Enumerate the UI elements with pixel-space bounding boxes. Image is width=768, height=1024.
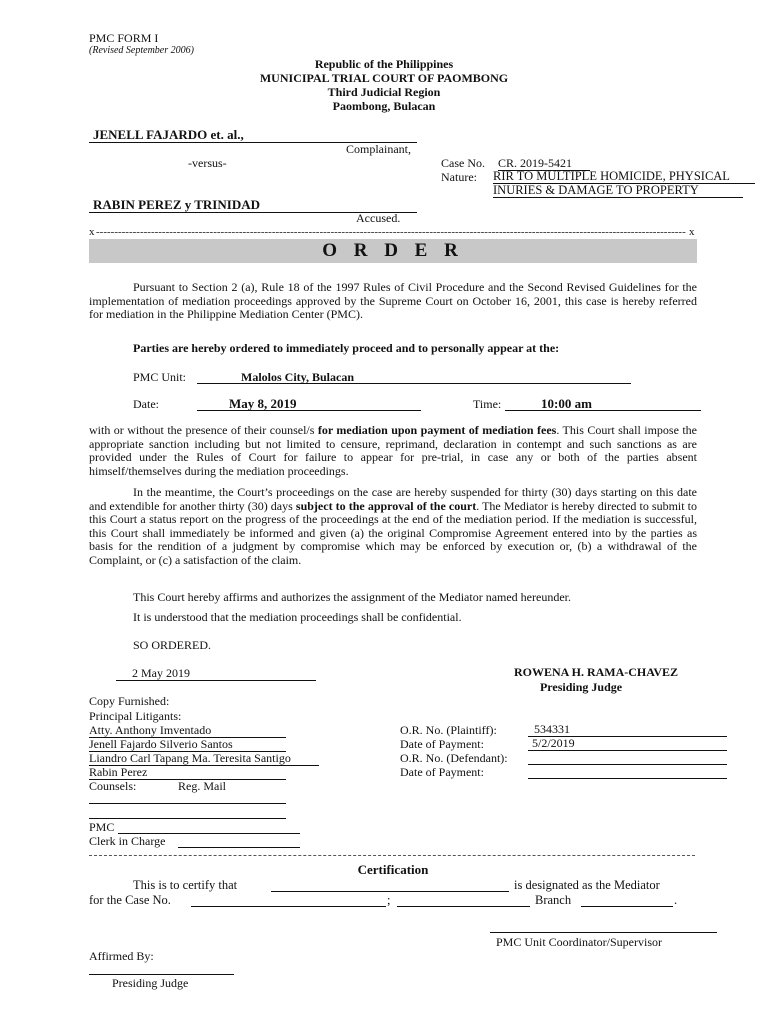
coordinator-title: PMC Unit Coordinator/Supervisor — [496, 935, 663, 949]
counsels-label: Counsels: — [89, 779, 137, 793]
form-id: PMC FORM I — [89, 31, 159, 45]
branch-field — [581, 894, 673, 907]
order-date: 2 May 2019 — [116, 666, 316, 681]
judicial-region: Third Judicial Region — [327, 85, 441, 99]
counsel-line-2 — [89, 806, 286, 819]
date-payment2-field — [528, 765, 727, 779]
date-label: Date: — [133, 397, 159, 411]
certification-title: Certification — [357, 862, 429, 877]
or-plaintiff-label: O.R. No. (Plaintiff): — [400, 723, 497, 737]
nature-label: Nature: — [441, 170, 477, 184]
order-title: O R D E R — [322, 240, 464, 261]
case-no-field — [191, 894, 386, 907]
case-no-label: Case No. — [441, 156, 485, 170]
branch-period: . — [674, 893, 678, 907]
certification-separator — [89, 855, 695, 856]
complainant-name: JENELL FAJARDO et. al., — [89, 127, 417, 143]
certify-line-1-b: is designated as the Mediator — [514, 878, 660, 892]
nature-line-2: INURIES & DAMAGE TO PROPERTY — [493, 183, 743, 198]
affirming-judge-title: Presiding Judge — [112, 976, 189, 990]
so-ordered: SO ORDERED. — [133, 638, 212, 652]
coordinator-signature-line — [490, 922, 717, 933]
date-payment-label: Date of Payment: — [400, 737, 484, 751]
or-defendant-field — [528, 751, 727, 765]
clerk-label: Clerk in Charge — [89, 834, 166, 848]
form-revision: (Revised September 2006) — [89, 45, 194, 56]
date-value: May 8, 2019 — [229, 396, 297, 411]
affirmed-by-label: Affirmed By: — [89, 949, 154, 963]
pmc-line — [118, 821, 300, 834]
paragraph-referral: Pursuant to Section 2 (a), Rule 18 of the 1997 Rules of Civil Procedure and the Second Revised Guidelines for the implementation of mediation proceedings approved by the Supreme Court on October 16, 2001, this case is hereby referred for mediation in the Philippine Mediation Center (PMC). — [89, 280, 697, 322]
litigant-4: Rabin Perez — [89, 765, 286, 780]
or-plaintiff-field: 534331 — [528, 722, 727, 737]
complainant-label: Complainant, — [346, 142, 411, 156]
paragraph-suspension: In the meantime, the Court’s proceedings on the case are hereby suspended for thirty (30) days starting on this date and extendible for another thirty (30) days subject to the approval of the court. The Mediator is hereby directed to submit to this Court a status report on the progress of the proceedings at the end of the mediation period. If the mediation is successful, this Court shall immediately be informed and given (a) the original Compromise Agreement entered into by the parties as basis for the rendition of a judgment by compromise which may be enforced by execution or, (b) a withdrawal of the Complaint, or (c) a satisfaction of the claim. — [89, 485, 697, 567]
separator-start: x — [89, 226, 95, 238]
pmc-unit-value: Malolos City, Bulacan — [241, 370, 355, 384]
mediator-name-field — [271, 879, 509, 892]
paragraph-confidential: It is understood that the mediation proceedings shall be confidential. — [133, 610, 462, 624]
paragraph-affirm: This Court hereby affirms and authorizes the assignment of the Mediator named hereunder. — [133, 590, 571, 604]
date-payment-field: 5/2/2019 — [528, 736, 727, 751]
litigant-2: Jenell Fajardo Silverio Santos — [89, 737, 286, 752]
certify-line-1-a: This is to certify that — [133, 878, 238, 892]
separator-dashes: ----------------------------------------------------------------------------------------------------------------------------------------------------------------- — [96, 226, 686, 238]
pmc-unit-field — [197, 370, 631, 384]
accused-name: RABIN PEREZ y TRINIDAD — [89, 197, 417, 213]
pmc-label: PMC — [89, 820, 115, 834]
time-field — [505, 396, 701, 411]
time-value: 10:00 am — [541, 396, 592, 411]
certify-semicolon: ; — [387, 893, 391, 907]
counsel-line-1 — [89, 791, 286, 804]
parties-order: Parties are hereby ordered to immediately proceed and to personally appear at the: — [133, 341, 560, 355]
affirming-judge-signature-line — [89, 962, 234, 975]
copy-furnished-label: Copy Furnished: — [89, 694, 170, 708]
judge-title: Presiding Judge — [539, 680, 623, 694]
versus-label: -versus- — [188, 156, 227, 170]
date-payment2-label: Date of Payment: — [400, 765, 484, 779]
certify-line-2-a: for the Case No. — [89, 893, 171, 907]
pmc-unit-label: PMC Unit: — [133, 370, 187, 384]
case-no-value: CR. 2019-5421 — [498, 156, 590, 171]
branch-label: Branch — [535, 893, 572, 907]
clerk-line — [178, 835, 300, 848]
separator-end: x — [689, 226, 695, 238]
court-location: Paombong, Bulacan — [332, 99, 436, 113]
case-extra-field — [397, 894, 530, 907]
litigant-3: Liandro Carl Tapang Ma. Teresita Santigo — [89, 751, 319, 766]
paragraph-sanctions: with or without the presence of their counsel/s for mediation upon payment of mediation fees. This Court shall impose the appropriate sanction including but not limited to censure, reprimand, declaration in contempt and such sanctions as are provided under the Rules of Court for failure to appear for pre-trial, in case any or both of the parties absent himself/themselves during the mediation proceedings. — [89, 423, 698, 478]
judge-name: ROWENA H. RAMA-CHAVEZ — [513, 665, 679, 679]
accused-label: Accused. — [356, 211, 401, 225]
date-field — [197, 396, 421, 411]
litigant-1: Atty. Anthony Imventado — [89, 723, 286, 738]
reg-mail-label: Reg. Mail — [178, 779, 226, 793]
republic-line: Republic of the Philippines — [314, 57, 454, 71]
time-label: Time: — [473, 397, 502, 411]
principal-litigants-label: Principal Litigants: — [89, 709, 182, 723]
nature-line-1: RIR TO MULTIPLE HOMICIDE, PHYSICAL — [493, 169, 755, 184]
or-defendant-label: O.R. No. (Defendant): — [400, 751, 508, 765]
court-name: MUNICIPAL TRIAL COURT OF PAOMBONG — [259, 71, 509, 85]
